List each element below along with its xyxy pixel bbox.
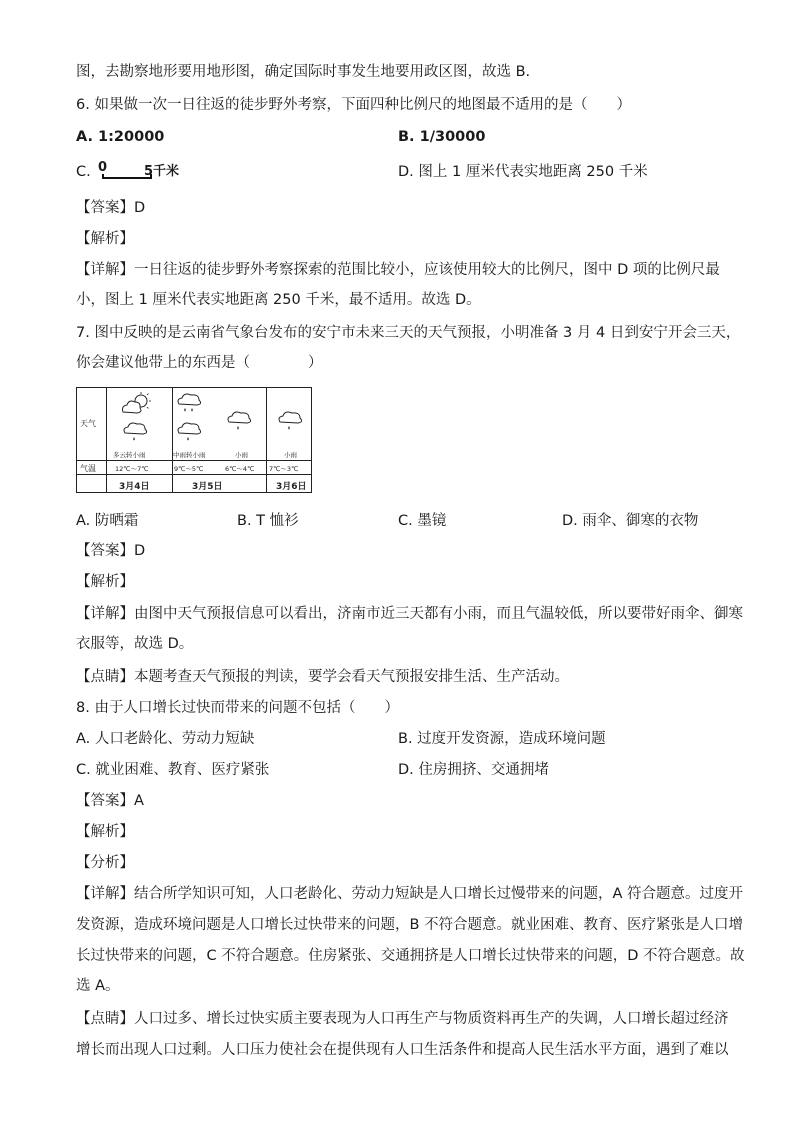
analysis-6: 【解析】 — [76, 231, 134, 247]
light-rain-icon — [121, 419, 151, 443]
comment-7: 【点睛】本题考查天气预报的判读，要学会看天气预报安排生活、生产活动。 — [76, 669, 569, 685]
detail-8-line1: 【详解】结合所学知识可知，人口老龄化、劳动力短缺是人口增长过慢带来的问题，A 符合题意。过度开 — [76, 886, 744, 902]
analysis-8: 【解析】 — [76, 824, 134, 840]
day2-date: 3月5日 — [192, 482, 223, 492]
question-8: 8. 由于人口增长过快而带来的问题不包括（ ） — [76, 700, 399, 716]
moderate-rain-icon — [175, 390, 205, 416]
answer-7: 【答案】D — [76, 543, 146, 559]
q8-option-a: A. 人口老龄化、劳动力短缺 — [76, 731, 255, 747]
day1-date: 3月4日 — [119, 482, 150, 492]
day1-temp: 12℃～7℃ — [115, 465, 149, 473]
day1-desc: 多云转小雨 — [113, 451, 146, 459]
analysis-7: 【解析】 — [76, 574, 134, 590]
comment-8-line1: 【点睛】人口过多、增长过快实质主要表现为人口再生产与物质资料再生产的失调，人口增长超过经济 — [76, 1011, 729, 1027]
question-7-line1: 7. 图中反映的是云南省气象台发布的安宁市未来三天的天气预报，小明准备 3 月 4 日到安宁开会三天， — [76, 325, 741, 341]
day3b-temp: 7℃～3℃ — [269, 465, 299, 473]
q8-option-c: C. 就业困难、教育、医疗紧张 — [76, 762, 270, 778]
question-6: 6. 如果做一次一日往返的徒步野外考察，下面四种比例尺的地图最不适用的是（ ） — [76, 97, 631, 113]
q8-option-b: B. 过度开发资源，造成环境问题 — [398, 731, 606, 747]
analysis-8-subhead: 【分析】 — [76, 855, 134, 871]
scale-five-km: 5千米 — [144, 164, 180, 179]
light-rain-icon — [276, 408, 306, 432]
detail-7-line2: 衣服等，故选 D。 — [76, 636, 194, 652]
answer-6: 【答案】D — [76, 200, 146, 216]
answer-8: 【答案】A — [76, 793, 144, 809]
scale-zero: 0 — [98, 160, 108, 175]
day3a-desc: 小雨 — [235, 451, 248, 459]
text-line: 图，去勘察地形要用地形图，确定国际时事发生地要用政区图，故选 B. — [76, 64, 531, 80]
q6-option-d: D. 图上 1 厘米代表实地距离 250 千米 — [398, 164, 648, 180]
detail-8-line3: 长过快带来的问题，C 不符合题意。住房紧张、交通拥挤是人口增长过快带来的问题，D 不符合题意。故 — [76, 948, 745, 964]
scale-line — [102, 174, 152, 179]
light-rain-icon — [225, 408, 255, 432]
q7-option-c: C. 墨镜 — [398, 513, 447, 529]
q7-option-d: D. 雨伞、御寒的衣物 — [562, 513, 699, 529]
q7-option-a: A. 防晒霜 — [76, 513, 139, 529]
row-label-temp: 气温 — [80, 464, 96, 473]
question-7-line2: 你会建议他带上的东西是（ ） — [76, 355, 323, 371]
detail-6-line1: 【详解】一日往返的徒步野外考察探索的范围比较小，应该使用较大的比例尺，图中 D 项的比例尺最 — [76, 262, 720, 278]
day3-date: 3月6日 — [276, 482, 307, 492]
detail-8-line2: 发资源，造成环境问题是人口增长过快带来的问题，B 不符合题意。就业困难、教育、医疗紧张是人口增 — [76, 917, 744, 933]
scale-bar — [98, 160, 184, 184]
day3a-temp: 6℃～4℃ — [225, 465, 255, 473]
q7-option-b: B. T 恤衫 — [237, 513, 299, 529]
light-rain-icon — [175, 419, 205, 443]
q6-option-c: C. — [76, 164, 91, 180]
day3b-desc: 小雨 — [284, 451, 297, 459]
q6-option-a: A. 1:20000 — [76, 129, 165, 145]
q8-option-d: D. 住房拥挤、交通拥堵 — [398, 762, 549, 778]
detail-8-line4: 选 A。 — [76, 978, 120, 994]
weather-forecast-figure — [76, 387, 312, 493]
day2-temp: 9℃～5℃ — [174, 465, 204, 473]
partly-cloudy-icon — [119, 392, 153, 416]
day2-desc: 中雨转小雨 — [173, 451, 206, 459]
detail-6-line2: 小，图上 1 厘米代表实地距离 250 千米，最不适用。故选 D。 — [76, 292, 481, 308]
detail-7-line1: 【详解】由图中天气预报信息可以看出，济南市近三天都有小雨，而且气温较低，所以要带好雨伞、御寒 — [76, 606, 743, 622]
row-label-weather: 天气 — [80, 419, 96, 428]
q6-option-b: B. 1/30000 — [398, 129, 486, 145]
comment-8-line2: 增长而出现人口过剩。人口压力使社会在提供现有人口生活条件和提高人民生活水平方面，遇到了难以 — [76, 1042, 729, 1058]
